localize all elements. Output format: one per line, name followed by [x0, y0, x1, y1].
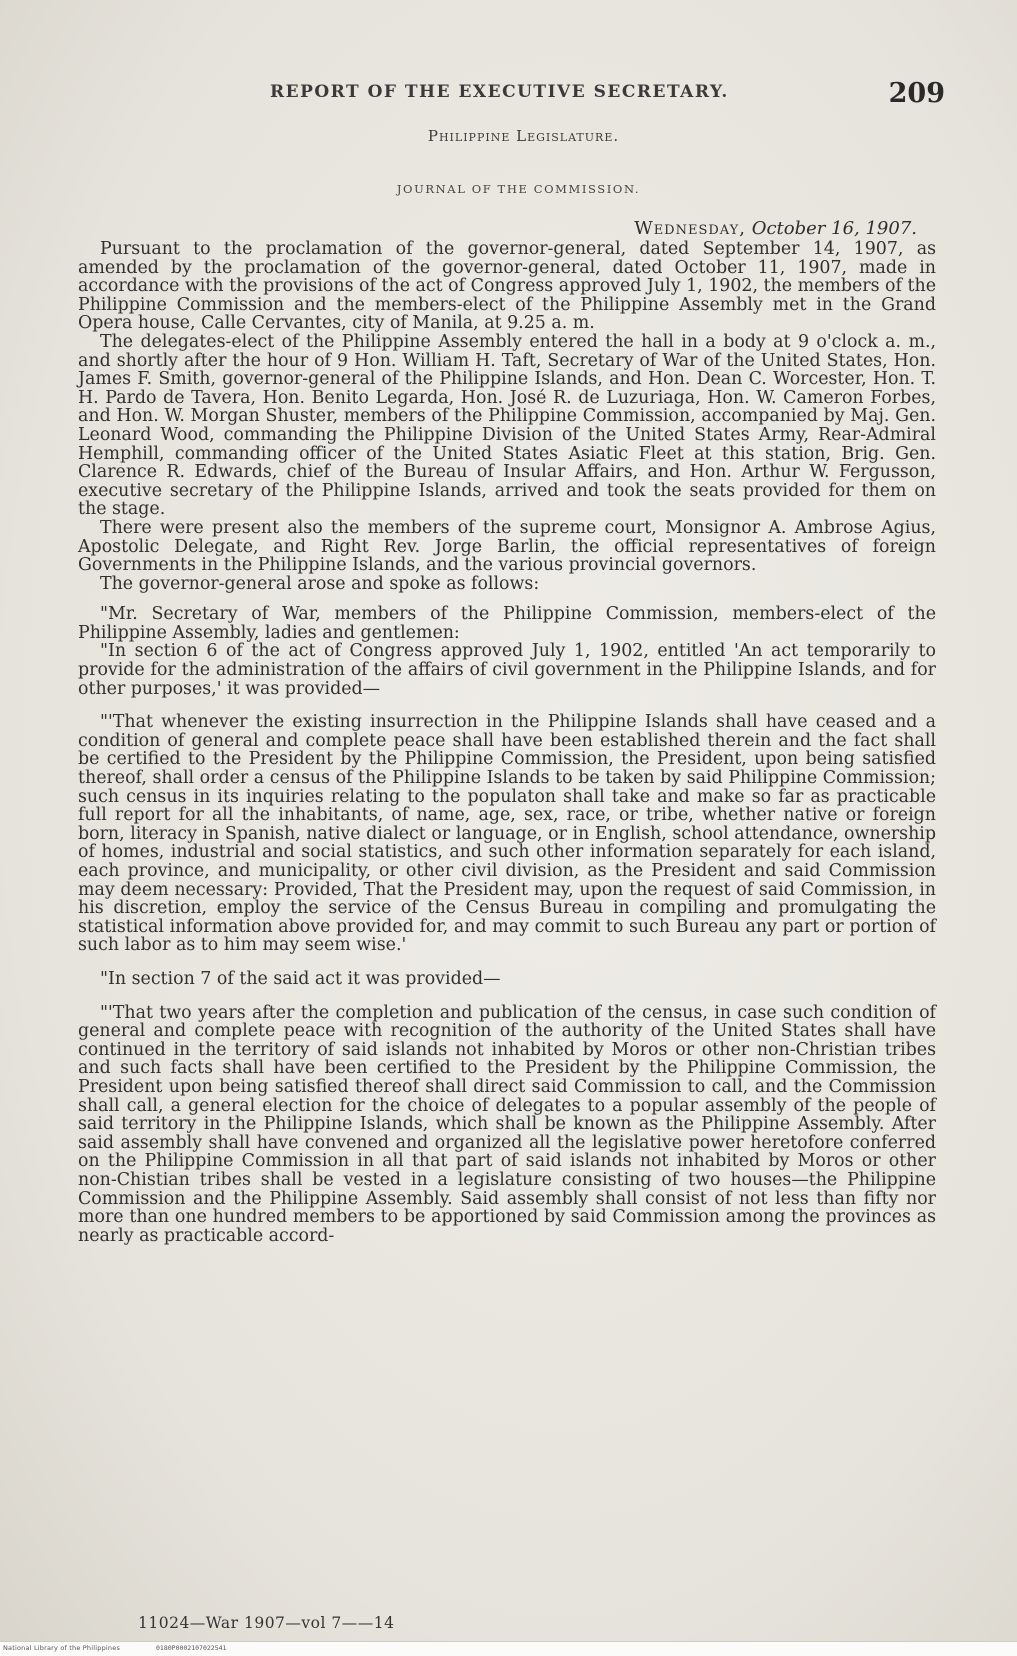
running-title: REPORT OF THE EXECUTIVE SECRETARY. [270, 82, 729, 102]
paragraph: The delegates-elect of the Philippine Assembly entered the hall in a body at 9 o'clock a. m., and shortly after the hour of 9 Hon. William H. Taft, Secretary of War of the United States, Hon. James F. Smith, governor-general of the Philippine Islands, and Hon. Dean C. Worcester, Hon. T. H. Pardo de Tavera, Hon. Benito Legarda, Hon. José R. de Luzuriaga, Hon. W. Cameron Forbes, and Hon. W. Morgan Shuster, members of the Philippine Commission, accompanied by Maj. Gen. Leonard Wood, commanding the Philippine Division of the United States Army, Rear-Admiral Hemphill, commanding officer of the United States Asiatic Fleet at this station, Brig. Gen. Clarence R. Edwards, chief of the Bureau of Insular Affairs, and Hon. Arthur W. Fergusson, executive secretary of the Philippine Islands, arrived and took the seats provided for them on the stage. [78, 331, 936, 520]
page-header [80, 78, 945, 112]
paragraph: "In section 6 of the act of Congress approved July 1, 1902, entitled 'An act temporarily to provide for the administration of the affairs of civil government in the Philippine Islands, and for other purposes,' it was provided— [78, 641, 936, 699]
dateline-date: October 16, 1907. [751, 218, 917, 239]
section-title: Philippine Legislature. [427, 127, 620, 145]
paragraph: There were present also the members of the supreme court, Monsignor A. Ambrose Agius, Apostolic Delegate, and Right Rev. Jorge Barlin, the official representatives of foreign Governments in the Philippine Islands, and the various provincial governors. [78, 517, 936, 576]
subsection-title: JOURNAL OF THE COMMISSION. [396, 182, 641, 196]
library-stamp-bar [0, 1641, 1017, 1656]
paragraph: The governor-general arose and spoke as follows: [100, 573, 540, 594]
body-text [78, 240, 936, 1245]
paragraph: "In section 7 of the said act it was provided— [100, 968, 501, 989]
stamp-id: 0180P0002107022541 [156, 1644, 227, 1652]
paragraph: Pursuant to the proclamation of the governor-general, dated September 14, 1907, as amended by the proclamation of the governor-general, dated October 11, 1907, made in accordance with the provisions of the act of Congress approved July 1, 1902, the members of the Philippine Commission and the members-elect of the Philippine Assembly met in the Grand Opera house, Calle Cervantes, city of Manila, at 9.25 a. m. [78, 239, 936, 334]
dateline [634, 218, 917, 239]
page-number: 209 [888, 78, 945, 109]
stamp-source: National Library of the Philippines [3, 1644, 121, 1652]
footer-signature: 11024—War 1907—vol 7——14 [138, 1614, 395, 1632]
quoted-paragraph: "'That two years after the completion and publication of the census, in case such condition of general and complete peace with recognition of the authority of the United States shall have continued in the territory of said islands not inhabited by Moros or other non-Christian tribes and such facts shall have been certified to the President by the Philippine Commission, the President upon being satisfied thereof shall direct said Commission to call, and the Commission shall call, a general election for the choice of delegates to a popular assembly of the people of said territory in the Philippine Islands, which shall be known as the Philippine Assembly. After said assembly shall have convened and organized all the legislative power heretofore conferred on the Philippine Commission in all that part of said islands not inhabited by Moros or other non-Chistian tribes shall be vested in a legislature consisting of two houses—the Philippine Commission and the Philippine Assembly. Said assembly shall consist of not less than fifty nor more than one hundred members to be apportioned by said Commission among the provinces as nearly as practicable accord- [78, 1002, 936, 1246]
dateline-day: Wednesday, [634, 218, 746, 239]
paragraph: "Mr. Secretary of War, members of the Philippine Commission, members-elect of the Philippine Assembly, ladies and gentlemen: [78, 604, 936, 643]
quoted-paragraph: "'That whenever the existing insurrection in the Philippine Islands shall have ceased and a condition of general and complete peace shall have been established therein and the fact shall be certified to the President by the Philippine Commission, the President, upon being satisfied thereof, shall order a census of the Philippine Islands to be taken by said Philippine Commission; such census in its inquiries relating to the populaton shall take and make so far as practicable full report for all the inhabitants, of name, age, sex, race, or tribe, whether native or foreign born, literacy in Spanish, native dialect or language, or in English, school attendance, ownership of homes, industrial and social statistics, and such other information separately for each island, each province, and municipality, or other civil division, as the President and said Commission may deem necessary: Provided, That the President may, upon the request of said Commission, in his discretion, employ the service of the Census Bureau in compiling and promulgating the statistical information above provided for, and may commit to such Bureau any part or portion of such labor as to him may seem wise.' [78, 712, 936, 956]
